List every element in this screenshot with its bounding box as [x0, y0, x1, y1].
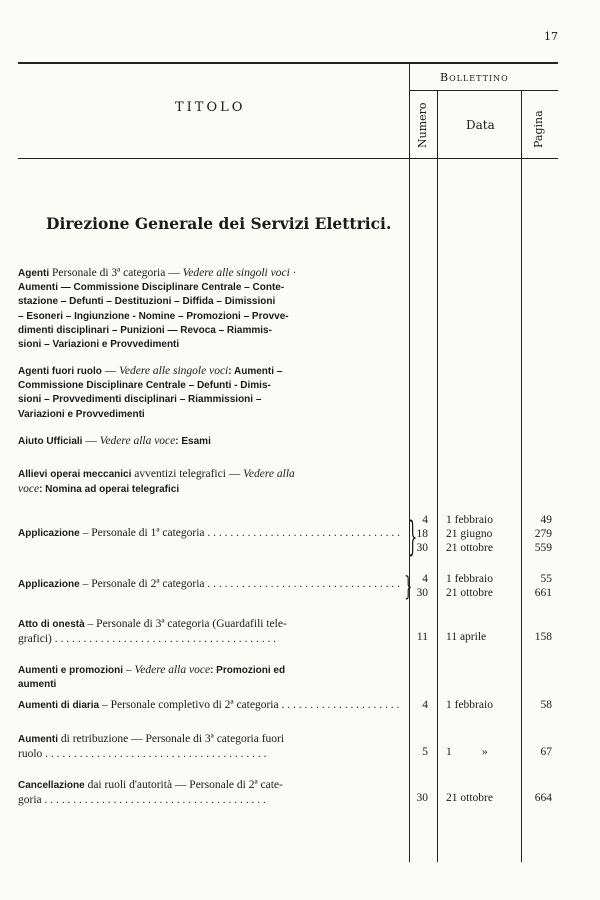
header-bulletin-rule — [410, 90, 558, 91]
brace-applicazione-1: } — [408, 514, 418, 560]
section-title: Direzione Generale dei Servizi Elettrici. — [46, 214, 392, 233]
ref-date: 1 — [446, 746, 452, 758]
entry-allievi-operai: Allievi operai meccanici avventizi telegrafici — Vedere alla voce: Nomina ad operai telegrafici — [18, 468, 295, 496]
ref-number: 18 — [416, 528, 428, 540]
brace-applicazione-2: } — [404, 572, 413, 602]
header-col-page: Pagina — [532, 110, 545, 148]
entry-agenti-fuori-ruolo: Agenti fuori ruolo — Vedere alle singole voci: Aumenti – Commissione Disciplinare Centrale – Defunti - Dimis- sioni – Provvedimenti disciplinari – Riammissioni – Variazioni e Provvedimenti — [18, 365, 283, 420]
ref-date: 21 ottobre — [446, 587, 493, 599]
ref-number: 30 — [416, 587, 428, 599]
ref-date: 1 febbraio — [446, 514, 493, 526]
ref-page: 158 — [534, 631, 552, 643]
ref-number: 11 — [416, 631, 428, 643]
ref-date: 21 ottobre — [446, 542, 493, 554]
ref-page: 559 — [534, 542, 552, 554]
header-col-number: Numero — [416, 102, 429, 148]
header-bottom-rule — [18, 158, 558, 159]
header-title: TITOLO — [175, 100, 246, 115]
ref-page: 67 — [540, 746, 552, 758]
ref-page: 279 — [534, 528, 552, 540]
entry-applicazione-1: Applicazione – Personale di 1ª categoria . . . — [18, 526, 402, 541]
header-top-rule — [18, 62, 558, 64]
header-col-date: Data — [466, 118, 495, 132]
header-bulletin: Bollettino — [440, 71, 509, 84]
column-rule-1 — [409, 62, 410, 862]
ref-number: 5 — [422, 746, 428, 758]
ref-date: 1 febbraio — [446, 573, 493, 585]
ref-page: 55 — [540, 573, 552, 585]
ref-number: 4 — [422, 699, 428, 711]
entry-aumenti-di-diaria: Aumenti di diaria – Personale completivo di 2ª categoria . . . — [18, 698, 402, 713]
entry-aumenti-e-promozioni: Aumenti e promozioni – Vedere alla voce: Promozioni ed aumenti — [18, 664, 286, 691]
ref-page: 661 — [534, 587, 552, 599]
entry-aiuto-ufficiali: Aiuto Ufficiali — Vedere alla voce: Esami — [18, 435, 211, 447]
page-number: 17 — [544, 30, 558, 43]
entry-atto-di-onesta: Atto di onestà – Personale di 3ª categoria (Guardafili tele- grafici) . . . — [18, 617, 402, 646]
ref-date: 1 febbraio — [446, 699, 493, 711]
ref-number: 30 — [416, 792, 428, 804]
ref-date: 11 aprile — [446, 631, 487, 643]
ref-ditto-mark: » — [482, 746, 488, 758]
entry-aumenti-di-retribuzione: Aumenti di retribuzione — Personale di 3ª categoria fuori ruolo . . . — [18, 732, 402, 761]
ref-page: 49 — [540, 514, 552, 526]
entry-applicazione-2: Applicazione – Personale di 2ª categoria . . . — [18, 577, 402, 592]
ref-date: 21 giugno — [446, 528, 493, 540]
ref-number: 4 — [422, 573, 428, 585]
ref-page: 664 — [534, 792, 552, 804]
ref-number: 4 — [422, 514, 428, 526]
entry-cancellazione: Cancellazione dai ruoli d'autorità — Personale di 2ª cate- goria . . . — [18, 778, 402, 807]
column-rule-2 — [437, 90, 438, 862]
entry-agenti: Agenti Personale di 3ª categoria — Vedere alle singoli voci · Aumenti — Commissione Disciplinare Centrale – Conte- stazione – Defunti – Destituzioni – Diffida – Dimissioni – Esoneri – Ingiunzione - Nomine – Promozioni – Provve- dimenti disciplinari – Punizioni — Revoca – Riammis- sioni – Variazioni e Provvedimenti — [18, 267, 297, 351]
ref-page: 58 — [540, 699, 552, 711]
ref-number: 30 — [416, 542, 428, 554]
ref-date: 21 ottobre — [446, 792, 493, 804]
